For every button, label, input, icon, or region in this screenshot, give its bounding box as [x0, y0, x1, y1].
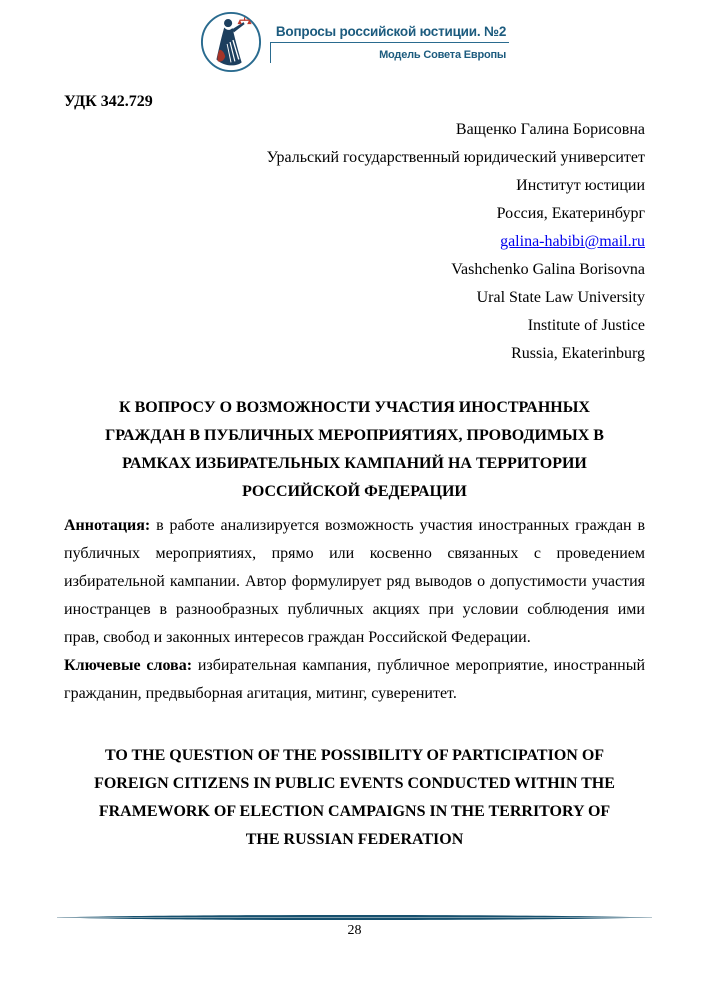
author-name-en: Vashchenko Galina Borisovna	[451, 261, 645, 278]
author-email-row	[64, 228, 645, 256]
article-title-en	[64, 742, 645, 854]
journal-header	[0, 0, 709, 74]
author-institute-en: Institute of Justice	[527, 317, 645, 334]
title-en-line: FRAMEWORK OF ELECTION CAMPAIGNS IN THE TERRITORY OF	[98, 803, 611, 820]
author-institute-ru: Институт юстиции	[516, 177, 645, 194]
author-email-link[interactable]: galina-habibi@mail.ru	[500, 233, 645, 250]
keywords-label: Ключевые слова:	[64, 657, 193, 674]
author-name-ru: Ващенко Галина Борисовна	[455, 121, 645, 138]
journal-subtitle-row	[270, 43, 509, 63]
title-ru-line: РАМКАХ ИЗБИРАТЕЛЬНЫХ КАМПАНИЙ НА ТЕРРИТОРИИ	[122, 455, 587, 472]
author-university-ru: Уральский государственный юридический университет	[266, 149, 645, 166]
title-en-line: TO THE QUESTION OF THE POSSIBILITY OF PARTICIPATION OF	[104, 747, 605, 764]
abstract-paragraph	[64, 512, 645, 652]
title-en-line: FOREIGN CITIZENS IN PUBLIC EVENTS CONDUCTED WITHIN THE	[94, 775, 615, 792]
keywords-text: избирательная кампания, публичное мероприятие, иностранный гражданин, предвыборная агитация, митинг, суверенитет.	[64, 657, 646, 702]
themis-emblem-icon	[200, 11, 262, 73]
author-location-en: Russia, Ekaterinburg	[511, 345, 645, 362]
udc-code: УДК 342.729	[64, 93, 153, 110]
title-ru-line: РОССИЙСКОЙ ФЕДЕРАЦИИ	[242, 483, 467, 500]
page-number: 28	[347, 923, 362, 938]
journal-title: Вопросы российской юстиции. №2	[270, 24, 509, 43]
title-ru-line: К ВОПРОСУ О ВОЗМОЖНОСТИ УЧАСТИЯ ИНОСТРАННЫХ	[119, 399, 590, 416]
abstract-label: Аннотация:	[64, 517, 151, 534]
title-en-line: THE RUSSIAN FEDERATION	[245, 831, 464, 848]
author-location-ru: Россия, Екатеринбург	[496, 205, 645, 222]
footer-divider-line	[57, 913, 652, 922]
article-title-ru	[64, 394, 645, 506]
title-ru-line: ГРАЖДАН В ПУБЛИЧНЫХ МЕРОПРИЯТИЯХ, ПРОВОДИМЫХ В	[105, 427, 604, 444]
article-content	[0, 88, 709, 854]
keywords-paragraph	[64, 652, 645, 708]
abstract-text: в работе анализируется возможность участия иностранных граждан в публичных мероприятиях, прямо или косвенно связанных с проведением избирательной кампании. Автор формулирует ряд выводов о допустимости участия иностранцев в разнообразных публичных акциях при условии соблюдения ими прав, свобод и законных интересов граждан Российской Федерации.	[64, 517, 646, 646]
author-university-en: Ural State Law University	[476, 289, 645, 306]
author-block	[64, 116, 645, 368]
journal-subtitle: Модель Совета Европы	[379, 48, 507, 61]
journal-title-block	[270, 24, 509, 63]
page-footer	[57, 913, 652, 939]
